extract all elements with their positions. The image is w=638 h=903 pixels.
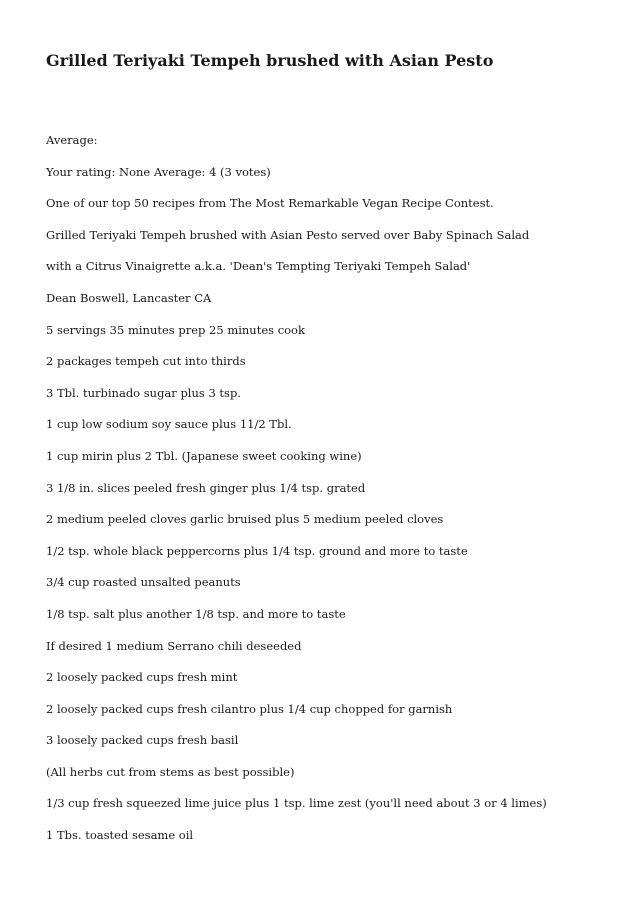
ingredient-line: 1 cup low sodium soy sauce plus 11/2 Tbl.: [46, 417, 292, 432]
ingredient-line: 1 Tbs. toasted sesame oil: [46, 828, 194, 843]
ingredient-line: 2 loosely packed cups fresh cilantro plus 1/4 cup chopped for garnish: [46, 701, 453, 716]
document-body: [46, 132, 547, 859]
ingredient-line: 2 packages tempeh cut into thirds: [46, 354, 246, 369]
rating-summary: Your rating: None Average: 4 (3 votes): [46, 164, 271, 179]
ingredient-line: 1/2 tsp. whole black peppercorns plus 1/4 tsp. ground and more to taste: [46, 543, 468, 558]
ingredient-line: 3/4 cup roasted unsalted peanuts: [46, 575, 241, 590]
recipe-description-cont: with a Citrus Vinaigrette a.k.a. 'Dean's Tempting Teriyaki Tempeh Salad': [46, 259, 471, 274]
ingredient-line: 2 loosely packed cups fresh mint: [46, 670, 238, 685]
rating-label: Average:: [46, 133, 98, 147]
recipe-author: Dean Boswell, Lancaster CA: [46, 290, 212, 305]
ingredient-line: 3 loosely packed cups fresh basil: [46, 733, 239, 748]
ingredient-line: If desired 1 medium Serrano chili deseeded: [46, 638, 302, 653]
recipe-description: Grilled Teriyaki Tempeh brushed with Asian Pesto served over Baby Spinach Salad: [46, 227, 530, 242]
ingredient-line: 3 1/8 in. slices peeled fresh ginger plus 1/4 tsp. grated: [46, 480, 366, 495]
ingredient-line: 1/3 cup fresh squeezed lime juice plus 1 tsp. lime zest (you'll need about 3 or 4 limes): [46, 796, 547, 811]
ingredient-line: 1/8 tsp. salt plus another 1/8 tsp. and more to taste: [46, 606, 346, 621]
ingredient-line: 3 Tbl. turbinado sugar plus 3 tsp.: [46, 385, 241, 400]
ingredient-note: (All herbs cut from stems as best possible): [46, 764, 295, 779]
ingredient-line: 2 medium peeled cloves garlic bruised plus 5 medium peeled cloves: [46, 512, 444, 527]
contest-note: One of our top 50 recipes from The Most Remarkable Vegan Recipe Contest.: [46, 196, 494, 211]
recipe-servings-time: 5 servings 35 minutes prep 25 minutes cook: [46, 322, 305, 337]
ingredient-line: 1 cup mirin plus 2 Tbl. (Japanese sweet cooking wine): [46, 448, 362, 463]
document-title: Grilled Teriyaki Tempeh brushed with Asian Pesto: [46, 51, 494, 70]
